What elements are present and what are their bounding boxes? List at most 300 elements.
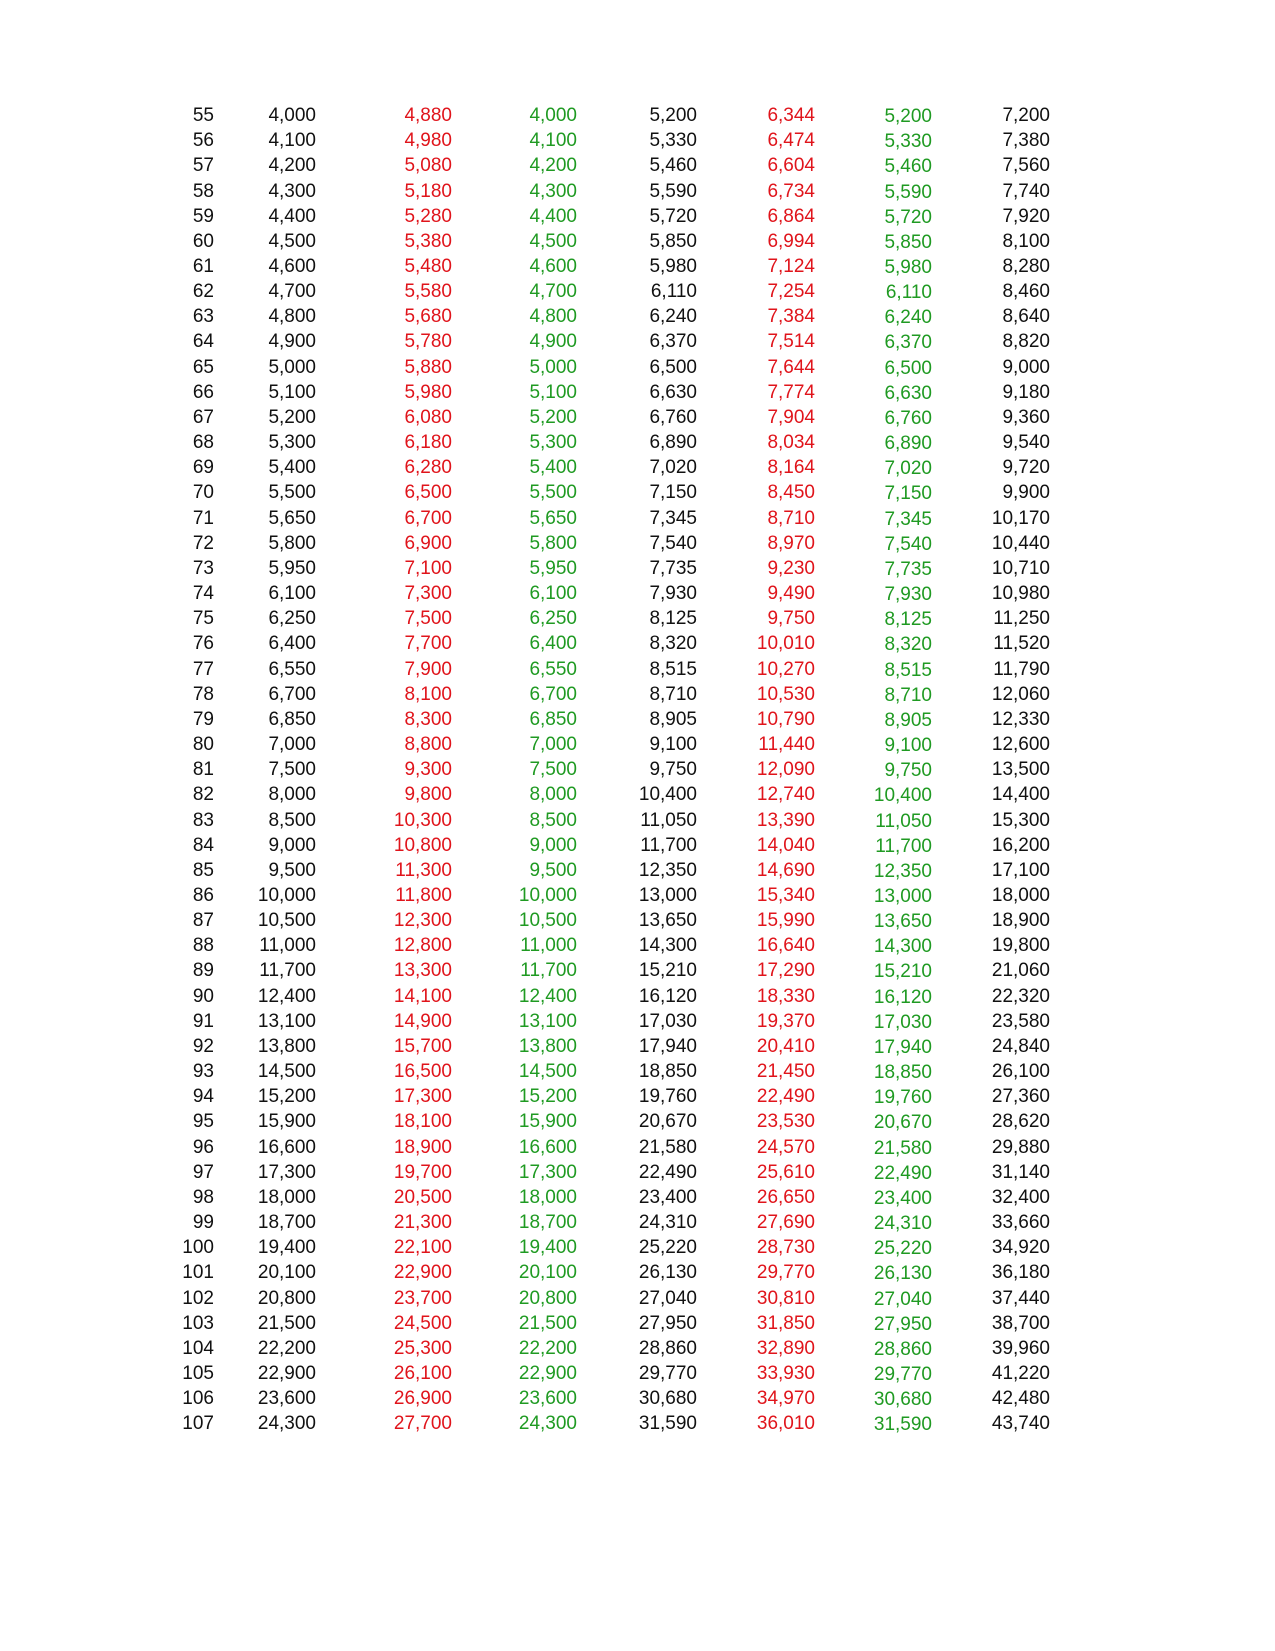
col-4-cell: 5,300 xyxy=(529,432,577,454)
col-6-cell: 14,690 xyxy=(756,859,815,881)
age-cell: 64 xyxy=(192,331,214,353)
col-2-cell: 19,400 xyxy=(257,1237,316,1259)
col-7-cell: 15,210 xyxy=(873,961,932,983)
col-2-cell: 4,200 xyxy=(268,155,316,177)
col-4-cell: 11,700 xyxy=(520,960,577,982)
age-cell: 87 xyxy=(192,910,214,932)
col-7-cell: 6,370 xyxy=(884,332,932,354)
col-5-cell: 6,370 xyxy=(649,331,697,353)
col-6-cell: 8,034 xyxy=(767,432,815,454)
col-6-cell: 9,750 xyxy=(767,608,815,630)
col-4-cell: 6,700 xyxy=(529,683,577,705)
col-8-cell: 14,400 xyxy=(991,784,1050,806)
col-5-cell: 9,100 xyxy=(649,734,697,755)
col-6-cell: 27,690 xyxy=(756,1212,815,1233)
col-8-cell: 8,460 xyxy=(1002,281,1050,303)
col-7-cell: 11,700 xyxy=(875,835,932,857)
col-3-cell: 23,700 xyxy=(393,1287,452,1309)
col-3-cell: 18,900 xyxy=(393,1136,452,1158)
col-8-cell: 31,140 xyxy=(991,1161,1050,1183)
col-2-cell: 15,900 xyxy=(257,1111,316,1133)
col-5-cell: 7,020 xyxy=(649,457,697,479)
col-2-cell: 7,000 xyxy=(268,734,316,755)
col-6-cell: 10,790 xyxy=(756,708,815,730)
col-8-cell: 32,400 xyxy=(991,1186,1050,1208)
col-4-cell: 5,400 xyxy=(529,457,577,479)
age-cell: 71 xyxy=(192,507,214,529)
age-cell: 88 xyxy=(192,935,214,957)
age-cell: 103 xyxy=(182,1312,214,1334)
col-7-cell: 18,850 xyxy=(873,1062,932,1084)
age-cell: 93 xyxy=(192,1061,214,1083)
col-2-cell: 8,000 xyxy=(268,784,316,806)
col-2-cell: 4,700 xyxy=(268,281,316,303)
col-6-cell: 8,164 xyxy=(767,457,815,479)
col-4-cell: 6,250 xyxy=(529,608,577,630)
col-3-cell: 10,300 xyxy=(393,809,452,831)
col-5-cell: 27,040 xyxy=(638,1287,697,1309)
col-8-cell: 37,440 xyxy=(991,1287,1050,1309)
col-5-cell: 7,540 xyxy=(649,532,697,554)
col-2-cell: 13,800 xyxy=(257,1035,316,1057)
col-8-cell: 36,180 xyxy=(991,1262,1050,1284)
col-4-cell: 4,800 xyxy=(529,306,577,328)
age-cell: 79 xyxy=(192,708,214,730)
col-5-cell: 15,210 xyxy=(638,960,697,982)
col-7-cell: 14,300 xyxy=(873,936,932,958)
age-cell: 77 xyxy=(192,658,214,680)
col-2-cell: 7,500 xyxy=(268,759,316,781)
age-cell: 76 xyxy=(192,633,214,655)
age-cell: 86 xyxy=(192,885,214,906)
col-8-cell: 39,960 xyxy=(991,1337,1050,1359)
col-2-cell: 4,500 xyxy=(268,230,316,252)
col-8-cell: 11,790 xyxy=(993,658,1050,680)
age-cell: 101 xyxy=(182,1262,214,1284)
col-2-cell: 5,000 xyxy=(268,356,316,378)
col-7-cell: 27,950 xyxy=(873,1313,932,1335)
col-8-cell: 18,900 xyxy=(991,910,1050,932)
col-4-cell: 6,550 xyxy=(529,658,577,680)
col-2-cell: 15,200 xyxy=(257,1086,316,1108)
col-5-cell: 17,030 xyxy=(638,1010,697,1032)
col-4-cell: 9,000 xyxy=(529,834,577,856)
age-cell: 85 xyxy=(192,859,214,881)
col-7-cell: 6,110 xyxy=(885,282,932,304)
col-4-cell: 5,500 xyxy=(529,482,577,504)
age-cell: 104 xyxy=(182,1337,214,1359)
age-cell: 56 xyxy=(192,130,214,152)
col-6-cell: 15,340 xyxy=(756,885,815,906)
col-3-cell: 4,880 xyxy=(404,105,452,126)
col-4-cell: 9,500 xyxy=(529,859,577,881)
col-3-cell: 4,980 xyxy=(404,130,452,152)
col-2-cell: 20,800 xyxy=(257,1287,316,1309)
col-6-cell: 6,604 xyxy=(767,155,815,177)
col-3-cell: 7,500 xyxy=(404,608,452,630)
col-2-cell: 10,500 xyxy=(257,910,316,932)
age-cell: 69 xyxy=(192,457,214,479)
col-4-cell: 5,950 xyxy=(529,557,577,579)
col-3-cell: 5,780 xyxy=(404,331,452,353)
col-2-cell: 4,900 xyxy=(268,331,316,353)
col-3-cell: 18,100 xyxy=(393,1111,452,1133)
col-4-cell: 18,700 xyxy=(518,1212,577,1233)
col-7-cell: 17,030 xyxy=(873,1011,932,1033)
col-4-cell: 15,900 xyxy=(518,1111,577,1133)
col-2-cell: 5,500 xyxy=(268,482,316,504)
col-6-cell: 8,970 xyxy=(767,532,815,554)
col-4-cell: 4,900 xyxy=(529,331,577,353)
col-2-cell: 24,300 xyxy=(257,1413,316,1435)
col-8-cell: 9,000 xyxy=(1002,356,1050,378)
col-3-cell: 22,100 xyxy=(393,1237,452,1259)
col-8-cell: 13,500 xyxy=(991,759,1050,781)
col-7-cell: 5,590 xyxy=(884,181,932,203)
col-2-cell: 5,200 xyxy=(268,406,316,428)
col-8-cell: 7,740 xyxy=(1002,180,1050,202)
col-5-cell: 5,200 xyxy=(649,105,697,126)
col-5-cell: 28,860 xyxy=(638,1337,697,1359)
col-4-cell: 22,900 xyxy=(518,1363,577,1384)
col-8-cell: 29,880 xyxy=(991,1136,1050,1158)
col-8-cell: 21,060 xyxy=(991,960,1050,982)
col-2-cell: 11,700 xyxy=(259,960,316,982)
col-6-cell: 7,514 xyxy=(767,331,815,353)
age-cell: 106 xyxy=(182,1388,214,1410)
col-6-cell: 8,450 xyxy=(767,482,815,504)
col-8-cell: 12,060 xyxy=(991,683,1050,705)
col-7-cell: 23,400 xyxy=(873,1187,932,1209)
col-5-cell: 27,950 xyxy=(638,1312,697,1334)
col-7-cell: 7,020 xyxy=(884,458,932,480)
col-3-cell: 8,300 xyxy=(404,708,452,730)
col-3-cell: 26,900 xyxy=(393,1388,452,1410)
col-7-cell: 7,930 xyxy=(884,584,932,605)
col-6-cell: 29,770 xyxy=(756,1262,815,1284)
col-4-cell: 7,500 xyxy=(529,759,577,781)
col-7-cell: 16,120 xyxy=(873,986,932,1008)
col-6-cell: 9,230 xyxy=(767,557,815,579)
col-6-cell: 7,904 xyxy=(767,406,815,428)
col-3-cell: 6,080 xyxy=(404,406,452,428)
col-7-cell: 21,580 xyxy=(873,1137,932,1159)
col-3-cell: 15,700 xyxy=(393,1035,452,1057)
col-5-cell: 30,680 xyxy=(638,1388,697,1410)
col-7-cell: 5,720 xyxy=(884,206,932,228)
col-7-cell: 12,350 xyxy=(873,860,932,882)
col-7-cell: 5,850 xyxy=(884,231,932,253)
col-7-cell: 9,100 xyxy=(884,735,932,756)
col-6-cell: 10,530 xyxy=(756,683,815,705)
col-8-cell: 7,200 xyxy=(1002,105,1050,126)
col-4-cell: 20,100 xyxy=(518,1262,577,1284)
age-cell: 96 xyxy=(192,1136,214,1158)
col-5-cell: 9,750 xyxy=(649,759,697,781)
col-6-cell: 16,640 xyxy=(756,935,815,957)
col-3-cell: 27,700 xyxy=(393,1413,452,1435)
col-3-cell: 6,180 xyxy=(404,432,452,454)
col-4-cell: 4,700 xyxy=(529,281,577,303)
col-5-cell: 5,980 xyxy=(649,256,697,277)
col-7-cell: 24,310 xyxy=(873,1213,932,1234)
col-8-cell: 11,250 xyxy=(993,608,1050,630)
col-8-cell: 23,580 xyxy=(991,1010,1050,1032)
col-5-cell: 14,300 xyxy=(638,935,697,957)
age-cell: 68 xyxy=(192,432,214,454)
col-3-cell: 19,700 xyxy=(393,1161,452,1183)
age-cell: 80 xyxy=(192,734,214,755)
col-4-cell: 7,000 xyxy=(529,734,577,755)
col-4-cell: 4,400 xyxy=(529,205,577,227)
col-6-cell: 10,010 xyxy=(756,633,815,655)
age-cell: 55 xyxy=(192,105,214,126)
col-2-cell: 4,300 xyxy=(268,180,316,202)
col-3-cell: 21,300 xyxy=(393,1212,452,1233)
col-7-cell: 11,050 xyxy=(875,810,932,832)
col-6-cell: 17,290 xyxy=(756,960,815,982)
col-8-cell: 43,740 xyxy=(991,1413,1050,1435)
col-3-cell: 5,580 xyxy=(404,281,452,303)
age-cell: 59 xyxy=(192,205,214,227)
col-5-cell: 11,700 xyxy=(640,834,697,856)
col-6-cell: 7,774 xyxy=(767,381,815,403)
col-7-cell: 19,760 xyxy=(873,1087,932,1109)
col-6-cell: 13,390 xyxy=(756,809,815,831)
col-3-cell: 7,900 xyxy=(404,658,452,680)
col-8-cell: 7,380 xyxy=(1002,130,1050,152)
col-8-cell: 9,360 xyxy=(1002,406,1050,428)
col-4-cell: 6,850 xyxy=(529,708,577,730)
col-4-cell: 11,000 xyxy=(520,935,577,957)
col-4-cell: 10,500 xyxy=(518,910,577,932)
col-8-cell: 12,330 xyxy=(991,708,1050,730)
age-cell: 100 xyxy=(182,1237,214,1259)
col-7-cell: 17,940 xyxy=(873,1036,932,1058)
col-6-cell: 7,124 xyxy=(767,256,815,277)
col-8-cell: 10,440 xyxy=(991,532,1050,554)
col-5-cell: 8,320 xyxy=(649,633,697,655)
col-7-cell: 6,500 xyxy=(884,357,932,379)
col-5-cell: 24,310 xyxy=(638,1212,697,1233)
col-7-cell: 26,130 xyxy=(873,1263,932,1285)
age-cell: 92 xyxy=(192,1035,214,1057)
col-2-cell: 14,500 xyxy=(257,1061,316,1083)
col-5-cell: 8,125 xyxy=(649,608,697,630)
col-8-cell: 10,980 xyxy=(991,583,1050,604)
col-2-cell: 4,400 xyxy=(268,205,316,227)
col-5-cell: 7,735 xyxy=(649,557,697,579)
col-8-cell: 7,920 xyxy=(1002,205,1050,227)
col-5-cell: 22,490 xyxy=(638,1161,697,1183)
age-cell: 90 xyxy=(192,985,214,1007)
col-4-cell: 18,000 xyxy=(518,1186,577,1208)
col-5-cell: 10,400 xyxy=(638,784,697,806)
col-8-cell: 24,840 xyxy=(991,1035,1050,1057)
col-8-cell: 8,280 xyxy=(1002,256,1050,277)
age-cell: 67 xyxy=(192,406,214,428)
col-3-cell: 8,100 xyxy=(404,683,452,705)
col-8-cell: 12,600 xyxy=(991,734,1050,755)
col-6-cell: 18,330 xyxy=(756,985,815,1007)
col-4-cell: 8,000 xyxy=(529,784,577,806)
col-2-cell: 6,100 xyxy=(268,583,316,604)
col-4-cell: 4,000 xyxy=(529,105,577,126)
col-5-cell: 7,345 xyxy=(649,507,697,529)
age-cell: 107 xyxy=(182,1413,214,1435)
col-4-cell: 4,200 xyxy=(529,155,577,177)
col-6-cell: 15,990 xyxy=(756,910,815,932)
col-4-cell: 16,600 xyxy=(518,1136,577,1158)
col-4-cell: 23,600 xyxy=(518,1388,577,1410)
col-3-cell: 5,180 xyxy=(404,180,452,202)
col-6-cell: 33,930 xyxy=(756,1363,815,1384)
col-8-cell: 9,720 xyxy=(1002,457,1050,479)
col-8-cell: 42,480 xyxy=(991,1388,1050,1410)
col-3-cell: 9,800 xyxy=(404,784,452,806)
col-5-cell: 5,720 xyxy=(649,205,697,227)
col-8-cell: 26,100 xyxy=(991,1061,1050,1083)
col-2-cell: 5,950 xyxy=(268,557,316,579)
col-4-cell: 6,400 xyxy=(529,633,577,655)
col-5-cell: 7,930 xyxy=(649,583,697,604)
col-7-cell: 5,460 xyxy=(884,156,932,178)
col-3-cell: 8,800 xyxy=(404,734,452,755)
col-7-cell: 7,735 xyxy=(884,558,932,580)
col-8-cell: 41,220 xyxy=(991,1363,1050,1384)
col-3-cell: 7,700 xyxy=(404,633,452,655)
age-cell: 60 xyxy=(192,230,214,252)
col-3-cell: 5,480 xyxy=(404,256,452,277)
col-2-cell: 18,700 xyxy=(257,1212,316,1233)
col-3-cell: 14,900 xyxy=(393,1010,452,1032)
col-5-cell: 19,760 xyxy=(638,1086,697,1108)
age-cell: 61 xyxy=(192,256,214,277)
col-6-cell: 9,490 xyxy=(767,583,815,604)
col-5-cell: 20,670 xyxy=(638,1111,697,1133)
col-6-cell: 14,040 xyxy=(756,834,815,856)
col-5-cell: 25,220 xyxy=(638,1237,697,1259)
col-3-cell: 5,680 xyxy=(404,306,452,328)
col-8-cell: 28,620 xyxy=(991,1111,1050,1133)
col-7-cell: 9,750 xyxy=(884,760,932,782)
col-6-cell: 10,270 xyxy=(756,658,815,680)
col-5-cell: 21,580 xyxy=(638,1136,697,1158)
col-3-cell: 6,500 xyxy=(404,482,452,504)
col-2-cell: 9,500 xyxy=(268,859,316,881)
col-3-cell: 13,300 xyxy=(393,960,452,982)
col-3-cell: 20,500 xyxy=(393,1186,452,1208)
col-3-cell: 6,280 xyxy=(404,457,452,479)
col-2-cell: 6,400 xyxy=(268,633,316,655)
col-4-cell: 17,300 xyxy=(518,1161,577,1183)
col-3-cell: 5,980 xyxy=(404,381,452,403)
col-6-cell: 11,440 xyxy=(758,734,815,755)
col-8-cell: 8,100 xyxy=(1002,230,1050,252)
col-6-cell: 22,490 xyxy=(756,1086,815,1108)
col-2-cell: 4,100 xyxy=(268,130,316,152)
col-5-cell: 13,000 xyxy=(638,885,697,906)
col-7-cell: 8,905 xyxy=(884,709,932,731)
col-5-cell: 31,590 xyxy=(638,1413,697,1435)
col-4-cell: 12,400 xyxy=(518,985,577,1007)
col-3-cell: 9,300 xyxy=(404,759,452,781)
col-8-cell: 22,320 xyxy=(991,985,1050,1007)
col-3-cell: 6,700 xyxy=(404,507,452,529)
age-cell: 105 xyxy=(182,1363,214,1384)
col-7-cell: 8,125 xyxy=(884,609,932,631)
col-4-cell: 13,100 xyxy=(518,1010,577,1032)
col-4-cell: 5,000 xyxy=(529,356,577,378)
col-7-cell: 7,345 xyxy=(884,508,932,530)
col-8-cell: 9,180 xyxy=(1002,381,1050,403)
col-6-cell: 6,994 xyxy=(767,230,815,252)
age-cell: 91 xyxy=(192,1010,214,1032)
col-3-cell: 12,300 xyxy=(393,910,452,932)
col-3-cell: 10,800 xyxy=(393,834,452,856)
col-2-cell: 16,600 xyxy=(257,1136,316,1158)
col-6-cell: 7,644 xyxy=(767,356,815,378)
col-5-cell: 5,850 xyxy=(649,230,697,252)
col-7-cell: 6,760 xyxy=(884,407,932,429)
col-8-cell: 10,710 xyxy=(991,557,1050,579)
col-2-cell: 5,400 xyxy=(268,457,316,479)
col-5-cell: 8,515 xyxy=(649,658,697,680)
col-2-cell: 20,100 xyxy=(257,1262,316,1284)
col-2-cell: 8,500 xyxy=(268,809,316,831)
col-8-cell: 19,800 xyxy=(991,935,1050,957)
col-3-cell: 12,800 xyxy=(393,935,452,957)
col-2-cell: 5,100 xyxy=(268,381,316,403)
col-5-cell: 8,905 xyxy=(649,708,697,730)
col-4-cell: 5,650 xyxy=(529,507,577,529)
col-7-cell: 13,000 xyxy=(873,886,932,907)
col-5-cell: 13,650 xyxy=(638,910,697,932)
col-2-cell: 6,550 xyxy=(268,658,316,680)
col-6-cell: 6,474 xyxy=(767,130,815,152)
col-7-cell: 22,490 xyxy=(873,1162,932,1184)
col-6-cell: 21,450 xyxy=(756,1061,815,1083)
col-3-cell: 5,380 xyxy=(404,230,452,252)
col-6-cell: 6,864 xyxy=(767,205,815,227)
col-2-cell: 11,000 xyxy=(259,935,316,957)
col-7-cell: 29,770 xyxy=(873,1364,932,1385)
col-8-cell: 8,820 xyxy=(1002,331,1050,353)
col-2-cell: 12,400 xyxy=(257,985,316,1007)
col-6-cell: 20,410 xyxy=(756,1035,815,1057)
col-7-cell: 28,860 xyxy=(873,1338,932,1360)
col-4-cell: 5,100 xyxy=(529,381,577,403)
col-3-cell: 5,080 xyxy=(404,155,452,177)
col-5-cell: 16,120 xyxy=(638,985,697,1007)
age-cell: 102 xyxy=(182,1287,214,1309)
col-5-cell: 5,590 xyxy=(649,180,697,202)
col-5-cell: 29,770 xyxy=(638,1363,697,1384)
col-3-cell: 24,500 xyxy=(393,1312,452,1334)
age-cell: 72 xyxy=(192,532,214,554)
col-3-cell: 5,880 xyxy=(404,356,452,378)
col-7-cell: 6,630 xyxy=(884,382,932,404)
col-6-cell: 12,090 xyxy=(756,759,815,781)
col-5-cell: 6,890 xyxy=(649,432,697,454)
col-8-cell: 17,100 xyxy=(991,859,1050,881)
col-7-cell: 13,650 xyxy=(873,911,932,933)
col-6-cell: 23,530 xyxy=(756,1111,815,1133)
age-cell: 57 xyxy=(192,155,214,177)
col-3-cell: 26,100 xyxy=(393,1363,452,1384)
col-7-cell: 25,220 xyxy=(873,1238,932,1260)
age-cell: 89 xyxy=(192,960,214,982)
